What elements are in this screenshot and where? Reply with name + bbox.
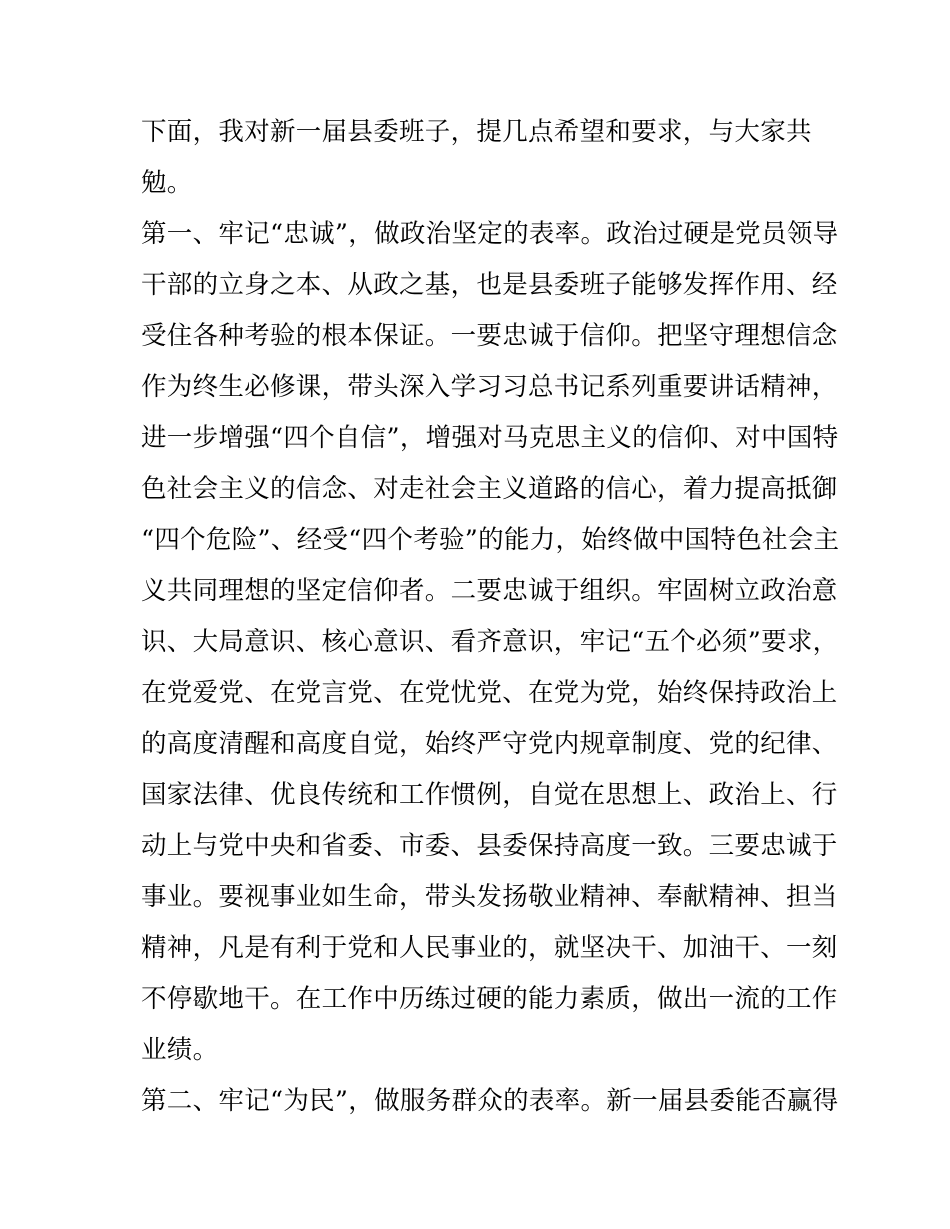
text-line: 识、大局意识、核心意识、看齐意识，牢记“五个必须”要求， — [141, 627, 839, 657]
text-line: “四个危险”、经受“四个考验”的能力，始终做中国特色社会主 — [141, 525, 840, 555]
text-line: 国家法律、优良传统和工作惯例，自觉在思想上、政治上、行 — [141, 780, 838, 810]
text-line: 在党爱党、在党言党、在党忧党、在党为党，始终保持政治上 — [141, 678, 838, 708]
text-line: 不停歇地干。在工作中历练过硬的能力素质，做出一流的工作 — [141, 984, 838, 1014]
text-line: 下面，我对新一届县委班子，提几点希望和要求，与大家共 — [141, 117, 812, 147]
text-line: 第二、牢记“为民”，做服务群众的表率。新一届县委能否赢得 — [141, 1086, 839, 1116]
text-line: 事业。要视事业如生命，带头发扬敬业精神、奉献精神、担当 — [141, 882, 838, 912]
text-line: 进一步增强“四个自信”，增强对马克思主义的信仰、对中国特 — [141, 423, 839, 453]
text-line: 干部的立身之本、从政之基，也是县委班子能够发挥作用、经 — [141, 270, 838, 300]
text-line: 色社会主义的信念、对走社会主义道路的信心，着力提高抵御 — [141, 474, 838, 504]
text-line: 受住各种考验的根本保证。一要忠诚于信仰。把坚守理想信念 — [141, 321, 838, 351]
text-line: 作为终生必修课，带头深入学习习总书记系列重要讲话精神， — [141, 372, 838, 402]
text-line: 精神，凡是有利于党和人民事业的，就坚决干、加油干、一刻 — [141, 933, 838, 963]
text-line: 第一、牢记“忠诚”，做政治坚定的表率。政治过硬是党员领导 — [141, 219, 839, 249]
text-line: 动上与党中央和省委、市委、县委保持高度一致。三要忠诚于 — [141, 831, 838, 861]
text-line: 的高度清醒和高度自觉，始终严守党内规章制度、党的纪律、 — [141, 729, 838, 759]
text-line: 勉。 — [141, 168, 193, 198]
text-line: 业绩。 — [141, 1035, 219, 1065]
text-line: 义共同理想的坚定信仰者。二要忠诚于组织。牢固树立政治意 — [141, 576, 838, 606]
